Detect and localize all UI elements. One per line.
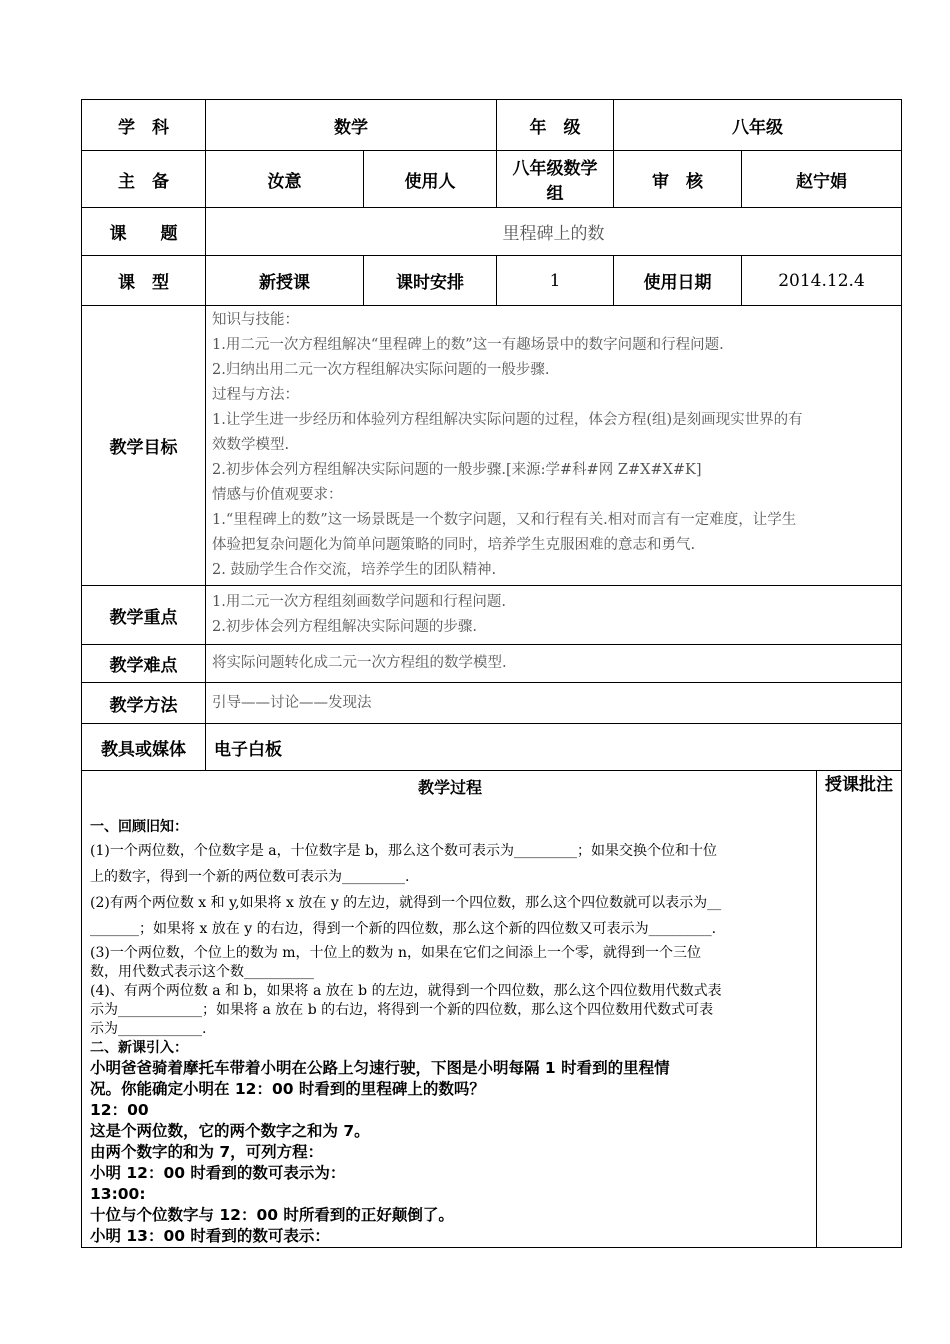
intro-line: 这是个两位数，它的两个数字之和为 7。	[90, 1122, 370, 1140]
objectives-label: 教学目标	[82, 306, 206, 586]
preparer-value: 汝意	[206, 151, 364, 208]
teaching-process	[82, 771, 817, 1248]
objective-line: 1.“里程碑上的数”这一场景既是一个数字问题，又和行程有关.相对而言有一定难度，让学生	[212, 512, 797, 528]
grade-value: 八年级	[614, 100, 902, 151]
objective-line: 2.归纳出用二元一次方程组解决实际问题的一般步骤.	[212, 362, 550, 378]
method-content: 引导——讨论——发现法	[206, 683, 902, 724]
method-label: 教学方法	[82, 683, 206, 724]
objective-line: 过程与方法：	[212, 387, 299, 403]
review-line: _______；如果将 x 放在 y 的右边，得到一个新的四位数，那么这个新的四位数又可表示为_________.	[90, 921, 717, 937]
date-value: 2014.12.4	[742, 256, 902, 306]
key-points-content	[206, 586, 902, 645]
objectives-content	[206, 306, 902, 586]
review-line: 数，用代数式表示这个数__________	[90, 964, 314, 980]
review-line: 上的数字，得到一个新的两位数可表示为_________.	[90, 869, 410, 885]
media-label: 教具或媒体	[82, 724, 206, 771]
type-value: 新授课	[206, 256, 364, 306]
hours-label: 课时安排	[364, 256, 497, 306]
intro-line: 12：00	[90, 1101, 149, 1119]
review-line: (1)一个两位数，个位数字是 a，十位数字是 b，那么这个数可表示为_________；如果交换个位和十位	[90, 843, 718, 859]
objective-line: 情感与价值观要求：	[212, 487, 343, 503]
intro-line: 况。你能确定小明在 12：00 时看到的里程碑上的数吗？	[90, 1080, 485, 1098]
intro-line: 小明爸爸骑着摩托车带着小明在公路上匀速行驶，下图是小明每隔 1 时看到的里程情	[90, 1059, 670, 1077]
process-title: 教学过程	[417, 778, 482, 797]
user-label: 使用人	[364, 151, 497, 208]
review-line: 示为____________.	[90, 1021, 207, 1037]
objective-line: 效数学模型.	[212, 437, 290, 453]
review-line: (3)一个两位数，个位上的数为 m，十位上的数为 n，如果在它们之间添上一个零，就得到一个三位	[90, 945, 702, 961]
intro-line: 十位与个位数字与 12：00 时所看到的正好颠倒了。	[90, 1206, 454, 1224]
user-value: 八年级数学组	[497, 151, 614, 208]
subject-value: 数学	[206, 100, 497, 151]
review-title: 一、回顾旧知：	[90, 819, 188, 835]
intro-title: 二、新课引入：	[90, 1040, 188, 1056]
difficulty-content: 将实际问题转化成二元一次方程组的数学模型.	[206, 645, 902, 683]
intro-line: 13:00:	[90, 1185, 146, 1203]
media-content: 电子白板	[206, 724, 902, 771]
difficulty-label: 教学难点	[82, 645, 206, 683]
hours-value: 1	[497, 256, 614, 306]
objective-line: 2.初步体会列方程组解决实际问题的一般步骤.[来源:学#科#网 Z#X#X#K]	[212, 462, 702, 478]
topic-value: 里程碑上的数	[206, 208, 902, 256]
objective-line: 1.用二元一次方程组解决“里程碑上的数”这一有趣场景中的数字问题和行程问题.	[212, 337, 724, 353]
topic-label: 课 题	[82, 208, 206, 256]
key-point-line: 2.初步体会列方程组解决实际问题的步骤.	[212, 619, 477, 635]
notes-column	[817, 771, 902, 1248]
reviewer-label: 审 核	[614, 151, 742, 208]
objective-line: 知识与技能：	[212, 312, 299, 328]
key-points-label: 教学重点	[82, 586, 206, 645]
intro-line: 小明 12：00 时看到的数可表示为：	[90, 1164, 346, 1182]
reviewer-value: 赵宁娟	[742, 151, 902, 208]
lesson-plan-table	[81, 99, 902, 1248]
objective-line: 2. 鼓励学生合作交流，培养学生的团队精神.	[212, 562, 497, 578]
objective-line: 体验把复杂问题化为简单问题策略的同时，培养学生克服困难的意志和勇气.	[212, 537, 696, 553]
review-line: (4)、有两个两位数 a 和 b，如果将 a 放在 b 的左边，就得到一个四位数，那么这个四位数用代数式表	[90, 983, 722, 999]
objective-line: 1.让学生进一步经历和体验列方程组解决实际问题的过程，体会方程(组)是刻画现实世界的有	[212, 412, 803, 428]
review-line: (2)有两个两位数 x 和 y,如果将 x 放在 y 的左边，就得到一个四位数，那么这个四位数就可以表示为__	[90, 895, 722, 911]
subject-label: 学 科	[82, 100, 206, 151]
key-point-line: 1.用二元一次方程组刻画数学问题和行程问题.	[212, 594, 506, 610]
type-label: 课 型	[82, 256, 206, 306]
preparer-label: 主 备	[82, 151, 206, 208]
notes-label: 授课批注	[825, 775, 893, 795]
intro-line: 小明 13：00 时看到的数可表示：	[90, 1227, 330, 1245]
intro-line: 由两个数字的和为 7，可列方程：	[90, 1143, 324, 1161]
review-line: 示为____________；如果将 a 放在 b 的右边，将得到一个新的四位数，那么这个四位数用代数式可表	[90, 1002, 714, 1018]
date-label: 使用日期	[614, 256, 742, 306]
grade-label: 年 级	[497, 100, 614, 151]
